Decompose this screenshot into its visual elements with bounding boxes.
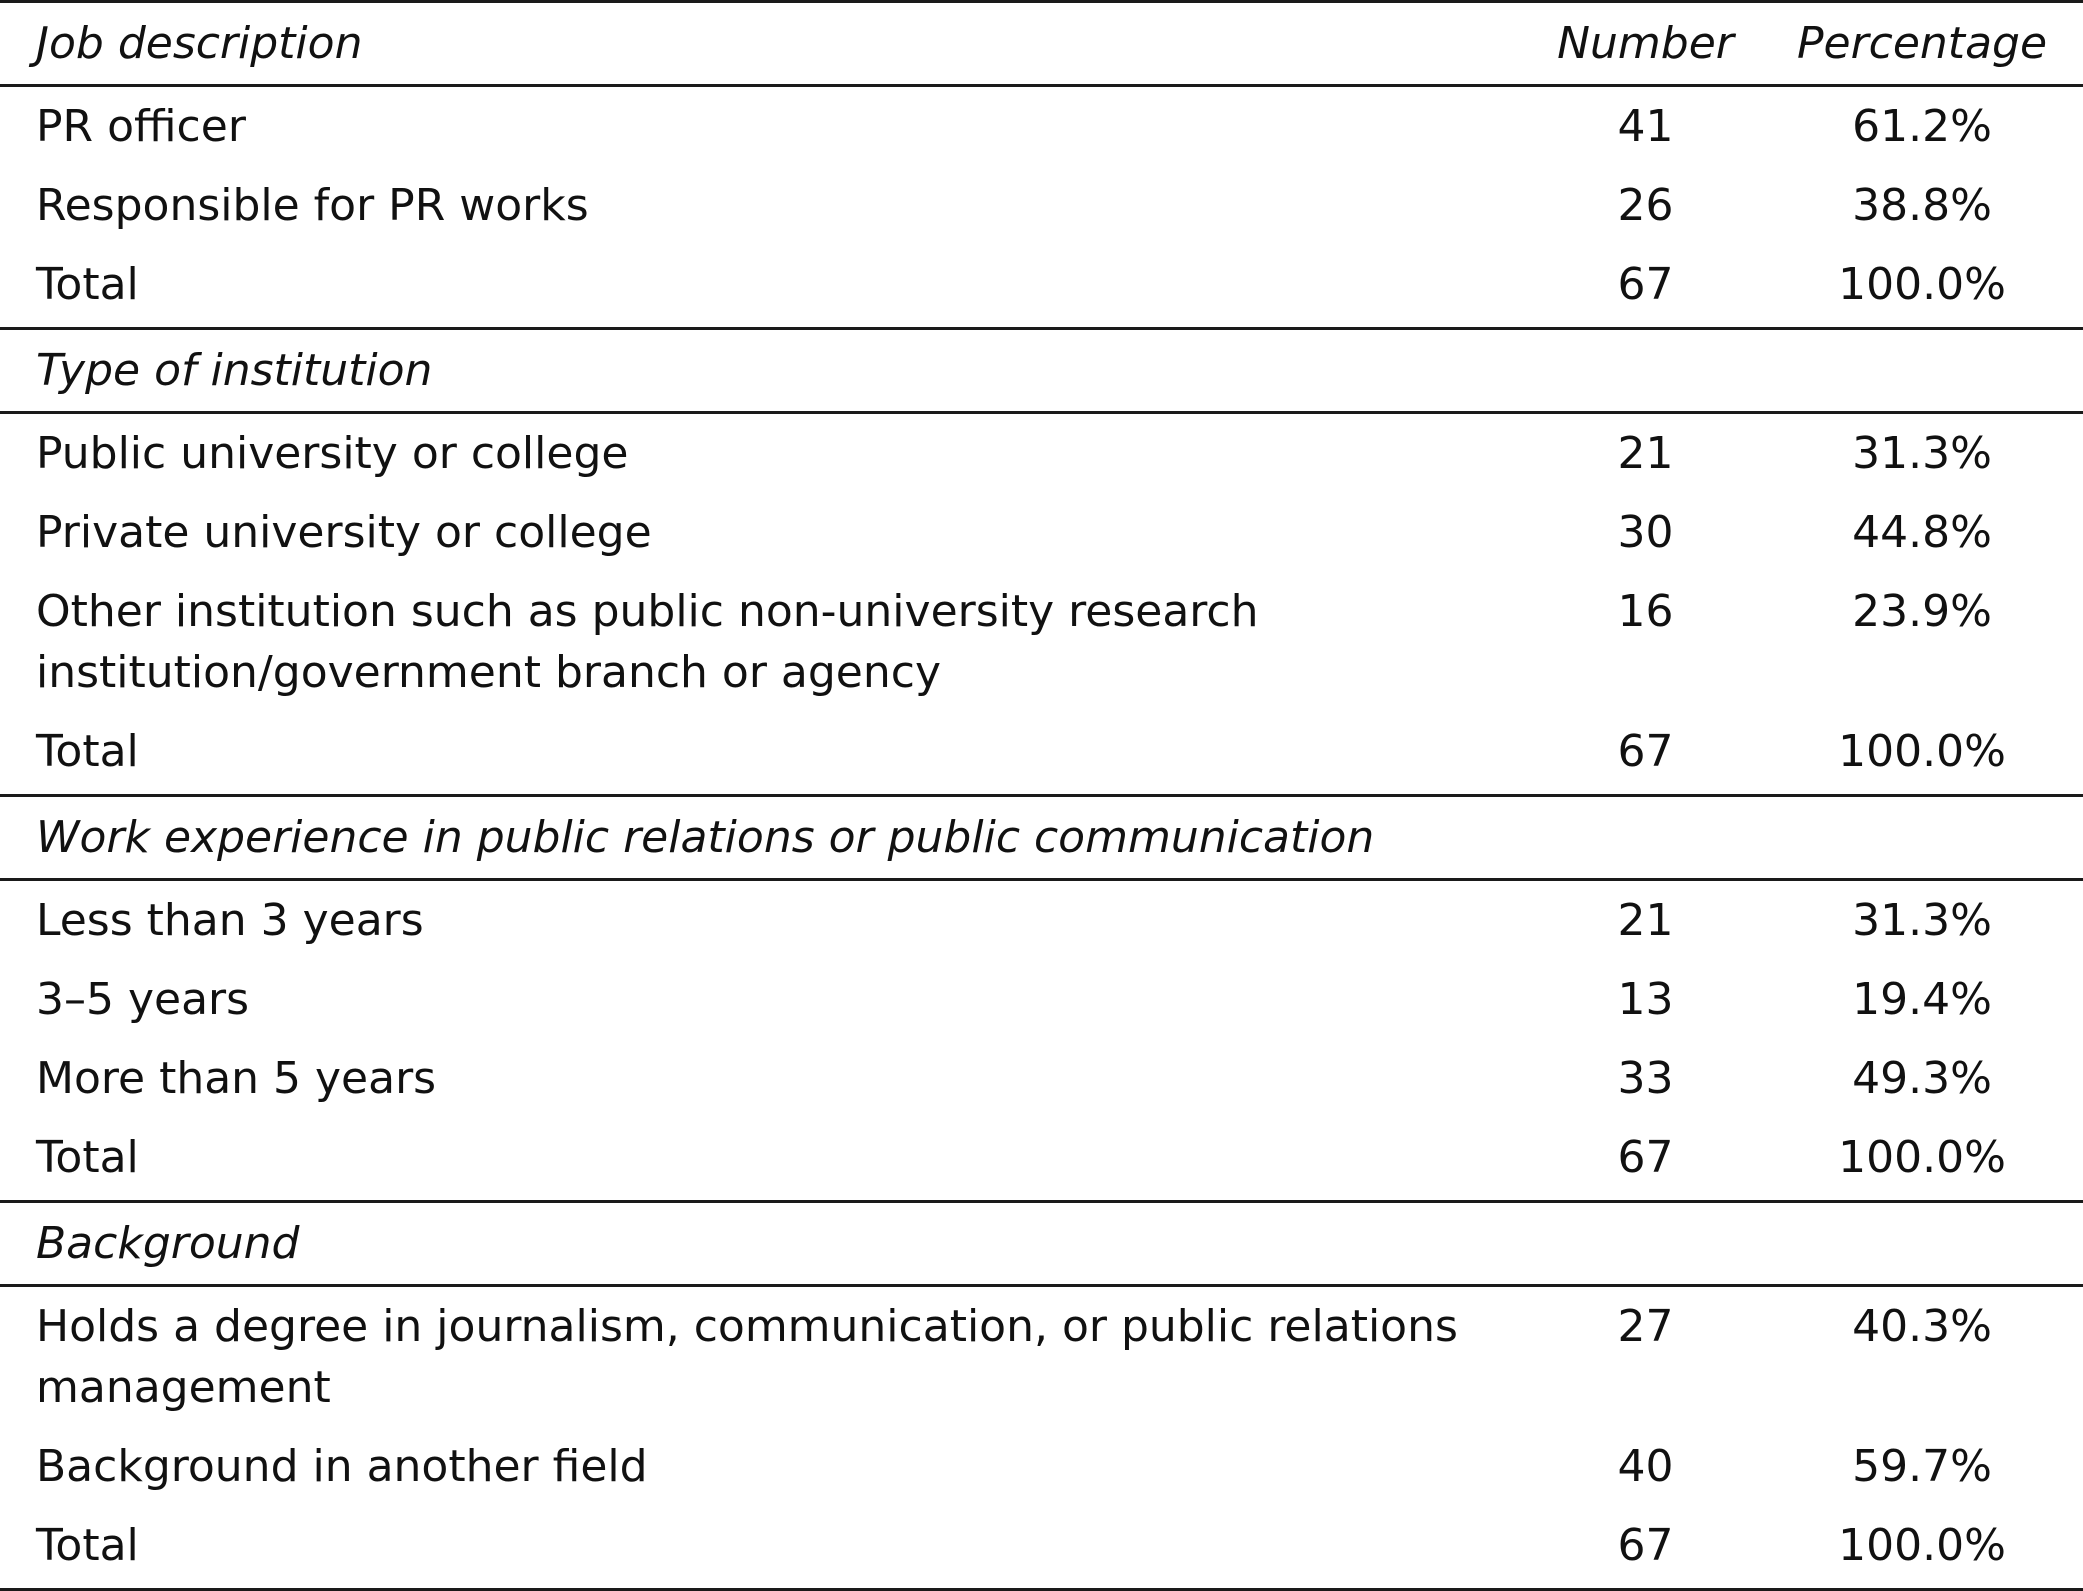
section-heading-row [0,796,2083,880]
row-label: Total [0,245,1530,329]
row-number: 30 [1617,507,1674,558]
row-label: 3–5 years [36,974,250,1025]
total-row [0,712,2083,796]
total-row [0,1118,2083,1202]
row-number: 26 [1617,180,1674,231]
row-number: 67 [1530,1118,1761,1202]
row-percentage: 40.3% [1852,1301,1992,1352]
section-heading: Work experience in public relations or public communication [0,796,2083,880]
row-label: PR officer [36,101,246,152]
table-row [0,413,2083,494]
row-label: Background in another field [36,1441,648,1492]
table-row [0,493,2083,572]
section-heading-row [0,329,2083,413]
row-percentage: 100.0% [1761,1506,2083,1590]
row-number: 40 [1617,1441,1674,1492]
row-number: 21 [1617,428,1674,479]
row-label: Responsible for PR works [36,180,589,231]
row-number: 13 [1617,974,1674,1025]
row-number: 67 [1530,245,1761,329]
row-percentage: 59.7% [1852,1441,1992,1492]
table-row [0,166,2083,245]
row-label: Less than 3 years [36,895,424,946]
row-label: Other institution such as public non-university research institution/government branch or agency [36,586,1259,698]
row-label: Total [0,712,1530,796]
table-header-row [0,2,2083,86]
row-label: Holds a degree in journalism, communication, or public relations management [36,1301,1458,1413]
row-percentage: 100.0% [1761,1118,2083,1202]
row-label: Public university or college [36,428,629,479]
table-row [0,86,2083,167]
table-row [0,1286,2083,1428]
row-number: 16 [1617,586,1674,637]
row-number: 21 [1617,895,1674,946]
table-row [0,880,2083,961]
row-label: More than 5 years [36,1053,437,1104]
row-percentage: 38.8% [1852,180,1992,231]
section-heading-row [0,1202,2083,1286]
section-heading: Type of institution [0,329,2083,413]
row-number: 27 [1617,1301,1674,1352]
column-header-percentage: Percentage [1761,2,2083,86]
total-row [0,245,2083,329]
table-row [0,960,2083,1039]
column-header-number: Number [1530,2,1761,86]
row-percentage: 61.2% [1852,101,1992,152]
row-percentage: 31.3% [1852,428,1992,479]
table-row [0,572,2083,712]
row-percentage: 49.3% [1852,1053,1992,1104]
row-label: Private university or college [36,507,652,558]
row-number: 67 [1530,712,1761,796]
table-row [0,1039,2083,1118]
section-heading: Background [0,1202,2083,1286]
column-header-job-description: Job description [0,2,1530,86]
row-number: 33 [1617,1053,1674,1104]
row-percentage: 19.4% [1852,974,1992,1025]
row-number: 67 [1530,1506,1761,1590]
row-label: Total [0,1506,1530,1590]
row-percentage: 100.0% [1761,245,2083,329]
total-row [0,1506,2083,1590]
row-number: 41 [1617,101,1674,152]
row-percentage: 44.8% [1852,507,1992,558]
table-row [0,1427,2083,1506]
row-percentage: 100.0% [1761,712,2083,796]
row-percentage: 23.9% [1852,586,1992,637]
row-label: Total [0,1118,1530,1202]
row-percentage: 31.3% [1852,895,1992,946]
